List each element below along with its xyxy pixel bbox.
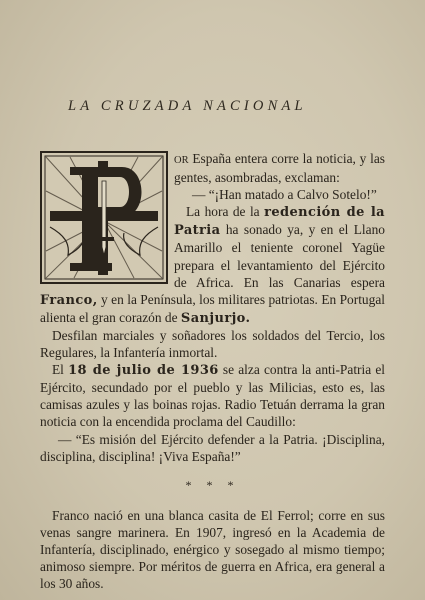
paragraph-3-text-a: La hora de la [186, 204, 265, 220]
paragraph-7: Franco nació en una blanca casita de El Ferrol; corre en sus venas sangre marinera. En 1907, ingresó en la Academia de Infantería, disciplinado, enérgico y sosegado al mismo tiempo; animoso siempre. Por méritos de guerra en Africa, era general a los 30 años. [40, 507, 385, 592]
emphasis-date: 18 de julio de 1936 [68, 363, 219, 379]
paragraph-3-text-c: ha sonado ya, y en el Llano Amarillo el teniente coronel Yagüe prepara el levantamiento del Ejército de Africa. En las Canarias espera [174, 222, 385, 290]
running-header: LA CRUZADA NACIONAL [68, 98, 307, 114]
paragraph-4: Desfilan marciales y soñadores los soldados del Tercio, los Regulares, la Infantería inmortal. [40, 327, 385, 361]
body-text [40, 150, 385, 592]
paragraph-3-text-e: y en la Península, los militares patriotas. En Portugal alienta el gran corazón de [40, 291, 385, 325]
paragraph-5 [40, 361, 385, 430]
paragraph-5-text-c: se alza contra la anti-Patria el Ejército, secundado por el pueblo y las Milicias, esto es, las camisas azules y las boinas rojas. Radio Tetuán derrama la gran noticia con la encendida proclama del Caudillo: [40, 362, 385, 430]
paragraph-1-text: España entera corre la noticia, y las gentes, asombradas, exclaman: [174, 151, 385, 186]
section-separator: * * * [185, 477, 240, 492]
paragraph-5-text-a: El [52, 362, 69, 378]
dropcap-continuation: OR [174, 155, 189, 166]
emphasis-sanjurjo: Sanjurjo. [180, 310, 251, 326]
emphasis-franco: Franco, [40, 292, 98, 308]
paragraph-6: — “Es misión del Ejército defender a la Patria. ¡Disciplina, disciplina, disciplina! ¡Viva España!” [40, 431, 385, 464]
emphasis-redencion: redención de la Patria [174, 205, 385, 239]
paragraph-2: — “¡Han matado a Calvo Sotelo!” [192, 187, 377, 203]
illuminated-initial-p [40, 151, 168, 284]
